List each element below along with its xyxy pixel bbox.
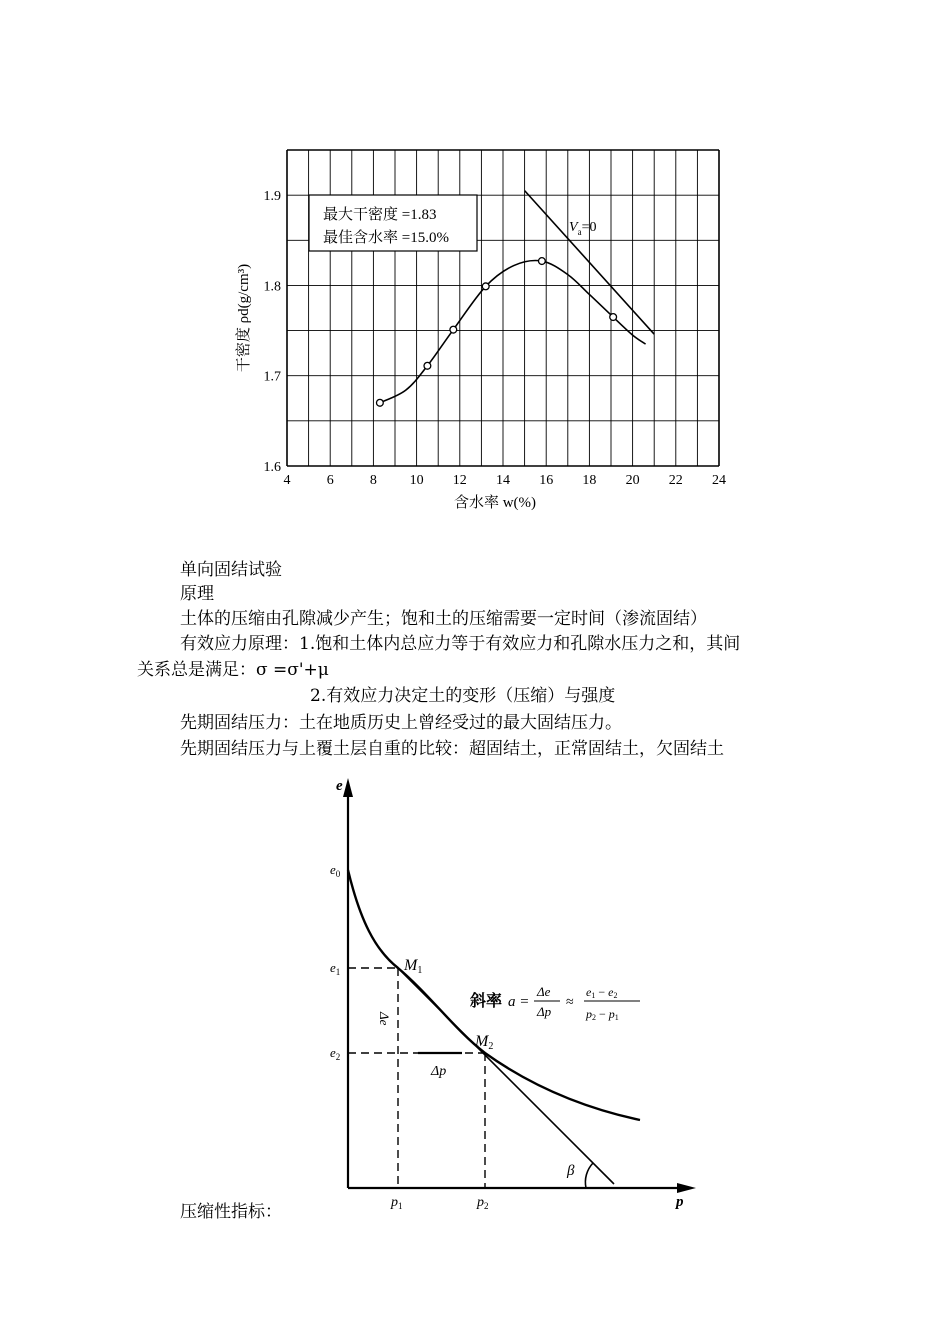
svg-text:≈: ≈ <box>566 995 574 1010</box>
y-tick-label: 1.8 <box>263 279 281 295</box>
x-tick-label: 12 <box>452 473 467 488</box>
slope-formula <box>469 984 640 1022</box>
e-p-curve-chart <box>0 770 950 1230</box>
x-tick-label: 20 <box>625 473 640 488</box>
data-point <box>424 362 431 369</box>
paragraph-compression: 土体的压缩由孔隙减少产生；饱和土的压缩需要一定时间（渗流固结） <box>180 609 707 629</box>
x-tick-label: 6 <box>326 473 334 488</box>
x-tick-label: 14 <box>496 473 510 488</box>
x-tick-label: 4 <box>283 473 291 488</box>
beta-arc <box>585 1163 593 1188</box>
paragraph-relation: 关系总是满足：σ =σ'+μ <box>137 660 329 680</box>
p2-label: $p_2$ <box>477 1195 489 1211</box>
p1-label: $p_1$ <box>391 1195 403 1211</box>
data-point <box>482 283 489 290</box>
x-tick-label: 22 <box>668 473 683 488</box>
heading-oedometer-test: 单向固结试验 <box>180 560 282 580</box>
data-point <box>376 399 383 406</box>
x-tick-label: 10 <box>409 473 424 488</box>
delta-e-label: Δe <box>377 1012 392 1026</box>
x-tick-label: 18 <box>582 473 597 488</box>
m1-label: M1 <box>404 957 423 976</box>
svg-text:Δe: Δe <box>537 984 551 999</box>
x-tick-label: 16 <box>539 473 554 488</box>
heading-compressibility: 压缩性指标： <box>180 1202 282 1222</box>
x-axis-label: 含水率 w(%) <box>453 495 537 511</box>
x-tick-label: 8 <box>369 473 377 488</box>
m2-label: M2 <box>475 1033 494 1052</box>
e1-label: $e_1$ <box>330 960 341 977</box>
x-axis-label-p: p <box>676 1194 684 1210</box>
paragraph-comparison: 先期固结压力与上覆土层自重的比较：超固结土，正常固结土，欠固结土 <box>180 739 724 759</box>
y-axis-arrow <box>343 778 353 797</box>
svg-text:Δp: Δp <box>537 1004 552 1019</box>
delta-p-label: Δp <box>431 1064 447 1079</box>
y-axis-label-e: e <box>336 778 343 794</box>
saturation-label: $V_a=0$ <box>569 220 597 237</box>
svg-text:e1 − e2: e1 − e2 <box>586 985 618 1000</box>
paragraph-principle-2: 2.有效应力决定土的变形（压缩）与强度 <box>310 686 616 706</box>
y-tick-label: 1.9 <box>263 189 281 205</box>
y-tick-label: 1.7 <box>263 369 281 385</box>
data-point <box>538 258 545 265</box>
paragraph-preconsolidation: 先期固结压力：土在地质历史上曾经受过的最大固结压力。 <box>180 713 622 733</box>
svg-text:p2 − p1: p2 − p1 <box>586 1007 619 1022</box>
data-point <box>610 314 617 321</box>
x-axis-arrow <box>677 1183 696 1193</box>
svg-text:斜率: 斜率 <box>470 993 503 1010</box>
compaction-chart <box>0 0 950 530</box>
data-point <box>450 326 457 333</box>
beta-label: β <box>567 1163 575 1179</box>
paragraph-effective-stress: 有效应力原理：1.饱和土体内总应力等于有效应力和孔隙水压力之和，其间 <box>180 634 741 654</box>
x-tick-label: 24 <box>712 473 726 488</box>
annotation-line2: 最佳含水率 =15.0% <box>323 230 449 246</box>
e0-label: $e_0$ <box>330 862 341 879</box>
annotation-line1: 最大干密度 =1.83 <box>323 207 437 223</box>
heading-principle: 原理 <box>180 584 214 604</box>
compaction-curve <box>380 261 646 403</box>
y-tick-label: 1.6 <box>263 460 281 475</box>
e2-label: $e_2$ <box>330 1045 341 1062</box>
y-axis-label: 干密度 ρd(g/cm³) <box>236 263 252 373</box>
svg-text:a =: a = <box>508 994 530 1010</box>
